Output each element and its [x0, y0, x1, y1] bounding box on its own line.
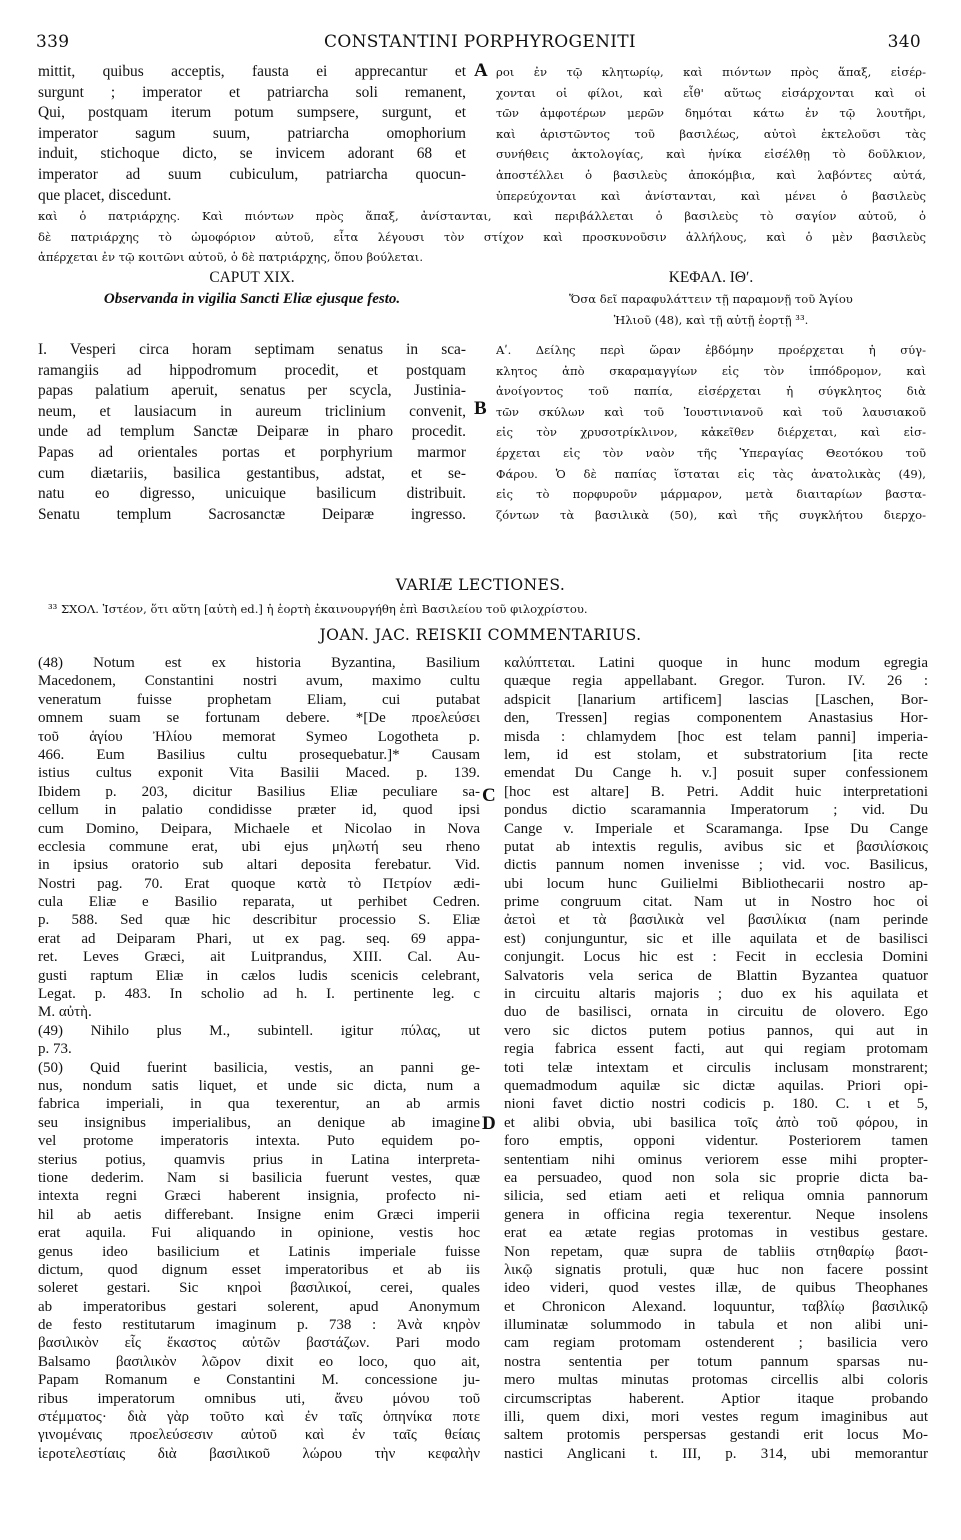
text-line: Senatu templum Sacrosanctæ Deiparæ ingresso. — [38, 505, 466, 523]
page-number-left: 339 — [36, 32, 70, 52]
text-line: imperator sagum suum, patriarcha omophorium — [38, 124, 466, 142]
text-line: ubi locum hunc Guilielmi Bibliothecarii nostro ap- — [504, 875, 928, 892]
text-line: dictis pannum nomen invenisse ; vid. voc. Basilicus, — [504, 857, 928, 874]
text-line: ideo videri, quod vestes illæ, de quibus Theophanes — [504, 1280, 928, 1297]
text-line: putat ab intextis regulis, avibus sic et βασιλίσκοις — [504, 838, 928, 855]
text-line: tione dederim. Nam si basilicia fuerunt vestes, quæ — [38, 1169, 480, 1186]
text-line: ribus imperatorum omnibus uti, ἄνευ μόνου τοῦ — [38, 1390, 480, 1407]
text-line: συνήθεις ἀκτολογίας, καὶ ἡνίκα εἰσέλθῃ τὸ δοῦλκιον, — [496, 147, 926, 162]
margin-letter-c: C — [482, 785, 496, 806]
running-title: CONSTANTINI PORPHYROGENITI — [324, 32, 636, 52]
text-line: p. 588. Sed quæ hic describitur processio S. Eliæ — [38, 912, 480, 929]
text-line: intexta regni Græci haberent insignia, profecto ni- — [38, 1188, 480, 1205]
text-line: duo de basilisci, ornata in circuitu de olovero. Ego — [504, 1004, 928, 1021]
text-line: pondus dictio scaramannia Imperatorum ; vid. Du — [504, 802, 928, 819]
text-line: Papas ad orientales portas et porphyrium marmor — [38, 443, 466, 461]
text-line: εἰς τὸ πορφυροῦν μάρμαρον, μετὰ διαιταρίων βαστα- — [496, 487, 926, 502]
main-greek-column — [496, 340, 926, 525]
text-line: emendat Du Cange h. v.] posuit super confessionem — [504, 765, 928, 782]
text-line: nastici Anglicani t. III, p. 314, ubi memorantur — [504, 1445, 928, 1462]
text-line: nus, nondum satis liquet, et unde sic dicta, num a — [38, 1077, 480, 1094]
text-line: omnem suam se fortunam debere. *[De προελεύσει — [38, 710, 480, 727]
chapter-subtitle-greek — [496, 289, 926, 330]
text-line: 466. Eum Basilius cultu prosequebatur.]* Causam — [38, 746, 480, 763]
text-line: foro emptis, opponi videntur. Posteriorem tamen — [504, 1133, 928, 1150]
text-line: καὶ ἀριστῶντος τοῦ βασιλέως, αὐτοὶ ἐκτελοῦσι τὰς — [496, 126, 926, 141]
text-line: illuminatæ solummodo in tabula et non alibi uni- — [504, 1317, 928, 1334]
text-line: sententiam nihi ominus veriorem esse mihi propter- — [504, 1151, 928, 1168]
text-line: papas palatium aperuit, senatus per scycla, Justinia- — [38, 382, 466, 400]
text-line: χονται οἱ φίλοι, καὶ εἶθ' αὕτως εἰσάρχονται καὶ οἱ — [496, 85, 926, 100]
margin-letter-a: A — [474, 60, 488, 81]
text-line: cula Eliæ e Basilio reparata, ut perhibet Cedren. — [38, 894, 480, 911]
text-line: mero multas minutas protomas circellis albi coloris — [504, 1372, 928, 1389]
text-line: ἱεροτελεστίαις διὰ βασιλικοῦ λώρου τὴν κεφαλὴν — [38, 1445, 480, 1462]
text-line: γινομέναις προελεύσεσιν αὐτοῦ καὶ ἐν ταῖς θείαις — [38, 1427, 480, 1444]
text-line: vel protome imperatoris intexta. Puto equidem po- — [38, 1133, 480, 1150]
text-line: soleret gestari. Sic κηροὶ βασιλικοί, cerei, quales — [38, 1280, 480, 1297]
text-line: Ibidem p. 203, dicitur Basilius Eliæ peculiare sa- — [38, 783, 480, 800]
text-line: natu eo digresso, unicuique basilicum distribuit. — [38, 485, 466, 503]
text-line: ζόντων τὰ βασιλικὰ (50), καὶ τῆς συγκλήτου διερχο- — [496, 507, 926, 522]
text-line: cam regiam protomam ostenderent ; basilicia vero — [504, 1335, 928, 1352]
text-line: de festo restitutarum imaginum p. 738 : Ἀνὰ κηρὸν — [38, 1317, 480, 1334]
text-line: induit, stichoque dicto, se invicem adorant 68 et — [38, 145, 466, 163]
text-line: Ἡλιοῦ (48), καὶ τῇ αὐτῇ ἑορτῇ ³³. — [613, 312, 809, 327]
text-line: λικῷ signatis protuli, quæ huc non facere possint — [504, 1261, 928, 1278]
text-line: τοῦ ἁγίου Ἠλίου memorat Symeo Logotheta p. — [38, 728, 480, 745]
top-greek-column — [496, 62, 926, 206]
text-line: saltem protomis perspersas gestandi erit locus Mo- — [504, 1427, 928, 1444]
text-line: ὑπερεύχονται καὶ ἀνίστανται, καὶ μένει ὁ βασιλεὺς — [496, 188, 926, 203]
text-line: ramangiis ad hippodromum procedit, et postquam — [38, 361, 466, 379]
text-line: καλύπτεται. Latini quoque in hunc modum egregia — [504, 655, 928, 671]
text-line: τῶν ἀμφοτέρων μερῶν δημόται κάτω ἐν τῷ λουτῆρι, — [496, 106, 926, 121]
margin-letter-b: B — [474, 398, 487, 419]
text-line: εἰς τὸν χρυσοτρίκλινον, κἀκεῖθεν διέρχεται, καὶ εἰσ- — [496, 425, 926, 440]
text-line: p. 73. — [38, 1041, 72, 1058]
text-line: ροι ἐν τῷ κλητωρίῳ, καὶ πιόντων πρὸς ἅπαξ, εἰσέρ- — [496, 65, 926, 79]
text-line: I. Vesperi circa horam septimam senatus in sca- — [38, 341, 466, 358]
text-line: Nostri pag. 70. Erat quoque κατὰ τὸ Πετρίον ædi- — [38, 875, 480, 892]
main-latin-column — [38, 340, 466, 525]
variae-heading: VARIÆ LECTIONES. — [395, 576, 566, 594]
chapter-subtitle-latin: Observanda in vigilia Sancti Eliæ ejusque festo. — [103, 291, 401, 307]
text-line: genus ideo basilicium et Latinis imperiale fuisse — [38, 1243, 480, 1260]
text-line: circumscriptas haberent. Aptior itaque probando — [504, 1390, 928, 1407]
commentary-right-column — [504, 654, 928, 1463]
text-line: seu insignibus imperialibus, an denique ab imagine — [38, 1114, 480, 1131]
text-line: δὲ πατριάρχης τὸ ὠμοφόριον αὐτοῦ, εἶτα λέγουσι τὸν στίχον καὶ προσκυνοῦσιν ἀλλήλους, καὶ ὁ μὲν βασιλεὺς — [38, 229, 926, 244]
text-line: toti telæ intextam et circulis inclusam monstrarent; — [504, 1059, 928, 1076]
text-line: istius cultus exponit Vita Basilii Maced. p. 139. — [38, 765, 480, 782]
text-line: est) conjunguntur, sic et ille aquilata et de basilisci — [504, 930, 928, 947]
text-line: et alibi obvia, ubi basilica τοῖς ἀπὸ τοῦ φόρου, in — [504, 1114, 928, 1131]
text-line: vero sic dictos putem potius pannos, qui aut in — [504, 1022, 928, 1039]
text-line: neum, et lausiacum in aureum triclinium convenit, — [38, 402, 466, 420]
text-line: Balsamo βασιλικὸν λῶρον dixit eo loco, quo ait, — [38, 1353, 480, 1370]
text-line: gusti raptum Eliæ in cælos ludis scenicis celebrant, — [38, 967, 480, 984]
text-line: Αʹ. Δείλης περὶ ὥραν ἑβδόμην προέρχεται ἡ σύγ- — [496, 343, 926, 357]
text-line: silicia, sed etiam aeti et reliqua omnia pannorum — [504, 1188, 928, 1205]
text-line: adspicit [lanarium artificem] lascias [Laschen, Bor- — [504, 691, 928, 708]
text-line: hil ab aetis differebant. Insigne enim Græci imperii — [38, 1206, 480, 1223]
text-line: ab imperatoribus gestari solerent, apud Anonymum — [38, 1298, 480, 1315]
text-line: Legat. p. 483. In scholio ad h. I. pertinente leg. c — [38, 986, 480, 1003]
text-line: cum Domino, Deipara, Michaele et Nicolao in Nova — [38, 820, 480, 837]
text-line: [hoc est altare] B. Petri. Addit huic interpretationi — [504, 783, 928, 800]
commentary-heading: JOAN. JAC. REISKII COMMENTARIUS. — [319, 626, 642, 644]
text-line: Salvatoris vela serica de Blattin Byzantea quatuor — [504, 967, 928, 984]
text-line: prime congruum citat. Nam ut in Nostro hoc οἱ — [504, 894, 928, 911]
text-line: conjungit. Locus hic est : Fecit in ecclesia Domini — [504, 949, 928, 966]
text-line: regia fabrica essent facti, aut qui regiam protomam — [504, 1041, 928, 1058]
text-line: lem, id est stolam, et substratorium [ita recte — [504, 746, 928, 763]
text-line: quemadmodum aquilæ sic dictæ aquilas. Priori opi- — [504, 1077, 928, 1094]
text-line: Φάρου. Ὁ δὲ παπίας ἵσταται εἰς τὰς ἀνατολικὰς (49), — [496, 466, 926, 481]
text-line: cum diætariis, basilica gestantibus, adstat, et se- — [38, 464, 466, 482]
text-line: ea persuadeo, quod non sola sic proprie dicta ba- — [504, 1169, 928, 1186]
text-line: ecclesia commune erat, ubi ejus μηλωτή seu rheno — [38, 838, 480, 855]
text-line: mittit, quibus acceptis, fausta ei apprecantur et — [38, 63, 466, 80]
text-line: den, Tressen] regias componentem Anastasius Hor- — [504, 710, 928, 727]
text-line: (48) Notum est ex historia Byzantina, Basilium — [38, 655, 480, 671]
text-line: que placet, discedunt. — [38, 186, 172, 204]
text-line: imperator ad suum cubiculum, patriarcha quocun- — [38, 165, 466, 183]
text-line: erat ad Deiparam Phari, ut ex pag. seq. 69 appa- — [38, 930, 480, 947]
text-line: veneratum fuisse prophetam Eliam, cui putabat — [38, 691, 480, 708]
text-line: nioni favet dictio nostri codicis p. 180. C. ι et 5, — [504, 1096, 928, 1113]
text-line: erat aquila. Fui aliquando in opinione, vestis hoc — [38, 1225, 480, 1242]
text-line: et Chronicon Alexand. loquuntur, ταβλίῳ βασιλικῷ — [504, 1298, 928, 1315]
text-line: unde ad templum Sanctæ Deiparæ in pharo procedit. — [38, 423, 466, 441]
text-line: in circuitu altaris majoris ; duo ex his aquilata et — [504, 986, 928, 1003]
text-line: στέμματος· διὰ γὰρ τοῦτο καὶ ἐν ταῖς ὁπηνίκα ποτε — [38, 1409, 480, 1426]
text-line: έρχεται εἰς τὸν ναὸν τῆς Ὑπεραγίας Θεοτόκου τοῦ — [496, 445, 926, 460]
text-line: cellum in palatio condidisse præter id, quod ipsi — [38, 802, 480, 819]
text-line: dictum, quod dignum esset imperatoribus et ab iis — [38, 1261, 480, 1278]
page-number-right: 340 — [887, 32, 921, 52]
variant-note: ³³ ΣΧΟΛ. Ἰστέον, ὅτι αὕτη [αὐτὴ ed.] ἡ ἑορτὴ ἐκαινουργήθη ἐπὶ Βασιλείου τοῦ φιλοχρίστου. — [48, 602, 588, 616]
text-line: Non repetam, quæ supra de tabliis στηθαρίῳ βασι- — [504, 1243, 928, 1260]
margin-letter-d: D — [482, 1113, 496, 1134]
text-line: in ipsius oratorio sub altari deposita ferebatur. Vid. — [38, 857, 480, 874]
text-line: τῶν σκύλων καὶ τοῦ Ἰουστινιανοῦ καὶ τοῦ λαυσιακοῦ — [496, 404, 926, 419]
text-line: nostra sententia per totum pannum sparsas nu- — [504, 1353, 928, 1370]
text-line: Macedonem, Constantini nostri avum, maximo cultu — [38, 673, 480, 690]
text-line: (49) Nihilo plus M., subintell. igitur πύλας, ut — [38, 1022, 480, 1039]
text-line: καὶ ὁ πατριάρχης. Καὶ πιόντων πρὸς ἅπαξ, ἀνίστανται, καὶ περιβάλλεται ὁ βασιλεὺς τὸ σαγίον αὐτοῦ, ὁ — [38, 209, 926, 223]
chapter-title-latin: CAPUT XIX. — [209, 269, 295, 286]
text-line: Qui, postquam iterum potum sumpsere, surgunt, et — [38, 104, 466, 122]
text-line: βασιλικὸν εἷς ἕκαστος αὐτῶν βαστάζων. Pari modo — [38, 1335, 480, 1352]
text-line: ret. Leves Græci, ait Luitprandus, XIII. Cal. Au- — [38, 949, 480, 966]
top-latin-column — [38, 62, 466, 206]
text-line: genera in officina regia texerentur. Neque insolens — [504, 1206, 928, 1223]
text-line: sterius potius, quamvis prius in Latina interpreta- — [38, 1151, 480, 1168]
text-line: illi, quem dixi, mori vestes regum imaginibus aut — [504, 1409, 928, 1426]
text-line: κλητος ἀπὸ σκαραμαγγίων εἰς τὸν ἱππόδρομον, καὶ — [496, 363, 926, 378]
text-line: ἀετοὶ et τὰ βασιλικὰ vel βασιλίκια (nam perinde — [504, 912, 928, 929]
text-line: Papam Romanum e Constantini M. concessione ju- — [38, 1372, 480, 1389]
text-line: ἀνοίγοντος τοῦ παπία, εἰσέρχεται ἡ σύγκλητος διὰ — [496, 384, 926, 399]
text-line: misda : chlamydem [hoc est telam panni] imperia- — [504, 728, 928, 745]
text-line: erat ea ætate regias protomas in vestibus gestare. — [504, 1225, 928, 1242]
commentary-left-column — [38, 654, 480, 1463]
text-line: quæque regia appellabant. Gregor. Turon. IV. 26 : — [504, 673, 928, 690]
text-line: Cange v. Imperiale et Scaramanga. Ipse Du Cange — [504, 820, 928, 837]
chapter-title-greek: ΚΕΦΑΛ. ΙΘʹ. — [668, 269, 754, 286]
text-line: M. αὐτὴ. — [38, 1004, 92, 1021]
text-line: Ὅσα δεῖ παραφυλάττειν τῇ παραμονῇ τοῦ Ἁγίου — [569, 292, 853, 306]
text-line: fabrica imperiali, in qua texerentur, an ab armis — [38, 1096, 480, 1113]
text-line: ἀποστέλλει ὁ βασιλεὺς ἀποκόμβια, καὶ λαβόντες αὐτά, — [496, 167, 926, 182]
text-line: (50) Quid fuerint basilicia, vestis, an panni ge- — [38, 1059, 480, 1076]
full-width-greek — [38, 206, 926, 268]
text-line: ἀπέρχεται ἐν τῷ κοιτῶνι αὐτοῦ, ὁ δὲ πατριάρχης, ὅπου βούλεται. — [38, 250, 424, 265]
text-line: surgunt ; imperator et patriarcha soli remanent, — [38, 83, 466, 101]
